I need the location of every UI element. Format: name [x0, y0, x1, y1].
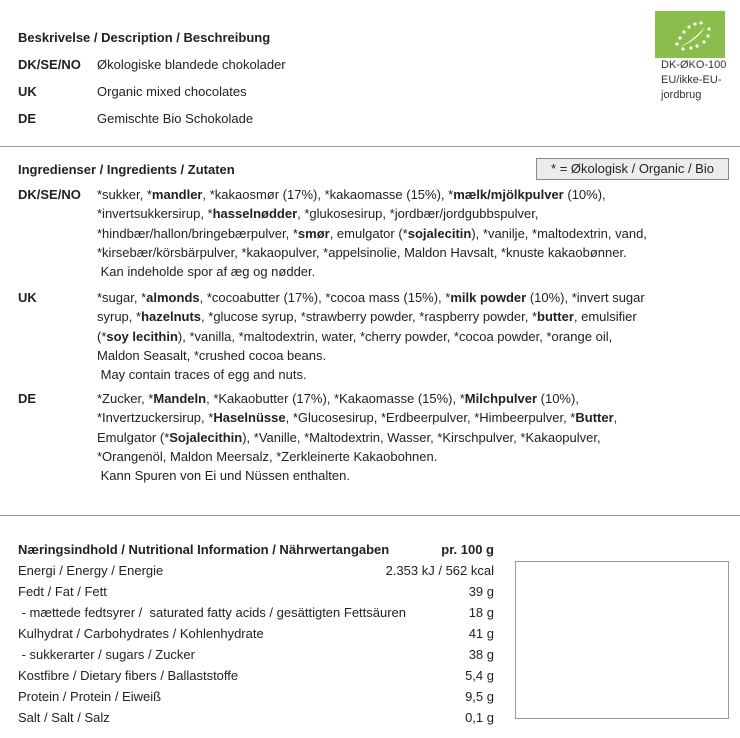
- ingredient-text: , emulsifier: [573, 309, 637, 325]
- nutrition-heading: Næringsindhold / Nutritional Information / Nährwertangaben: [18, 542, 390, 557]
- ingredient-text: *kirsebær/körsbärpulver, *kakaopulver, *appelsinolie, Maldon Havsalt, *knuste kakaobønner.: [97, 244, 627, 260]
- nutrition-value-energy: 2.353 kJ / 562 kcal: [385, 563, 494, 578]
- nutrition-value-sugars: 38 g: [468, 647, 494, 662]
- ingredients-text-uk: [97, 288, 645, 384]
- nutrition-label-energy: Energi / Energy / Energie: [18, 563, 164, 578]
- description-lang-dk: DK/SE/NO: [18, 57, 81, 72]
- ingredient-text: (10%),: [537, 391, 579, 406]
- ingredient-line: [97, 224, 647, 243]
- ingredient-line: [97, 447, 617, 466]
- allergen-text: Haselnüsse: [213, 410, 286, 426]
- label-placeholder-box: [515, 561, 729, 719]
- description-lang-uk: UK: [18, 84, 37, 99]
- allergen-text: soy lecithin: [106, 328, 178, 344]
- allergen-text: Sojalecithin: [169, 429, 243, 445]
- eu-organic-logo-icon: [655, 11, 725, 58]
- nutrition-value-fiber: 5,4 g: [465, 668, 494, 683]
- ingredients-text-de: [97, 389, 617, 485]
- allergen-text: hazelnuts: [141, 309, 202, 325]
- ingredient-line: [97, 408, 617, 427]
- nutrition-value-protein: 9,5 g: [465, 689, 494, 704]
- nutrition-label-protein: Protein / Protein / Eiweiß: [18, 689, 162, 704]
- ingredient-text: ), *Vanille, *Maltodextrin, Wasser, *Kirschpulver, *Kakaopulver,: [242, 429, 601, 445]
- ingredients-lang-de: DE: [18, 391, 37, 406]
- nutrition-per: pr. 100 g: [441, 542, 494, 557]
- ingredient-text: *sukker, *: [97, 187, 152, 202]
- ingredients-lang-uk: UK: [18, 290, 37, 305]
- description-text-dk: Økologiske blandede chokolader: [97, 57, 286, 72]
- ingredient-text: , *Kakaobutter (17%), *Kakaomasse (15%), *: [206, 391, 465, 406]
- ingredient-text: *invertsukkersirup, *: [97, 206, 213, 222]
- ingredient-text: *sugar, *: [97, 290, 147, 305]
- allergen-text: Butter: [575, 410, 614, 426]
- nutrition-value-fat: 39 g: [468, 584, 494, 599]
- nutrition-label-sugars: - sukkerarter / sugars / Zucker: [18, 647, 195, 662]
- ingredient-text: syrup, *: [97, 309, 142, 325]
- ingredient-text: (10%), *invert sugar: [526, 290, 645, 305]
- ingredient-line: [97, 466, 617, 485]
- ingredient-text: Kan indeholde spor af æg og nødder.: [97, 264, 316, 280]
- nutrition-value-saturated: 18 g: [468, 605, 494, 620]
- nutrition-value-carbs: 41 g: [468, 626, 494, 641]
- ingredient-text: Emulgator (*: [97, 429, 170, 445]
- ingredient-text: , *glucose syrup, *strawberry powder, *raspberry powder, *: [201, 309, 538, 325]
- allergen-text: smør: [297, 225, 330, 241]
- ingredient-text: *Zucker, *: [97, 391, 154, 406]
- allergen-text: almonds: [146, 290, 200, 305]
- allergen-text: Milchpulver: [464, 391, 538, 406]
- nutrition-value-salt: 0,1 g: [465, 710, 494, 725]
- ingredient-line: [97, 204, 647, 223]
- ingredient-text: ,: [613, 410, 618, 426]
- nutrition-label-fat: Fedt / Fat / Fett: [18, 584, 107, 599]
- divider: [0, 515, 740, 516]
- ingredient-line: [97, 365, 645, 384]
- ingredient-line: [97, 346, 645, 365]
- allergen-text: milk powder: [450, 290, 527, 305]
- ingredient-text: (*: [97, 328, 107, 344]
- nutrition-label-saturated: - mættede fedtsyrer / saturated fatty acids / gesättigten Fettsäuren: [18, 605, 407, 620]
- allergen-text: mælk/mjölkpulver: [453, 187, 564, 202]
- allergen-text: sojalecitin: [407, 225, 472, 241]
- cert-line-2: EU/ikke-EU-: [661, 74, 722, 86]
- description-heading: Beskrivelse / Description / Beschreibung: [18, 30, 271, 45]
- description-lang-de: DE: [18, 111, 37, 126]
- ingredient-text: *hindbær/hallon/bringebærpulver, *: [97, 225, 298, 241]
- ingredient-line: [97, 307, 645, 326]
- ingredient-text: , *kakaosmør (17%), *kakaomasse (15%), *: [202, 187, 454, 202]
- ingredient-text: May contain traces of egg and nuts.: [97, 367, 307, 383]
- ingredient-text: ), *vanilla, *maltodextrin, water, *cherry powder, *cocoa powder, *orange oil,: [177, 328, 613, 344]
- ingredient-text: (10%),: [563, 187, 606, 202]
- ingredient-text: Kann Spuren von Ei und Nüssen enthalten.: [97, 468, 350, 484]
- ingredient-line: [97, 262, 647, 281]
- allergen-text: hasselnødder: [212, 206, 298, 222]
- ingredient-text: , emulgator (*: [329, 225, 408, 241]
- ingredient-text: , *glukosesirup, *jordbær/jordgubbspulver,: [297, 206, 539, 222]
- ingredient-line: [97, 288, 645, 307]
- nutrition-label-salt: Salt / Salt / Salz: [18, 710, 110, 725]
- ingredient-text: Maldon Seasalt, *crushed cocoa beans.: [97, 347, 327, 363]
- ingredient-line: [97, 428, 617, 447]
- allergen-text: butter: [537, 309, 574, 325]
- description-text-uk: Organic mixed chocolates: [97, 84, 247, 99]
- ingredient-text: *Orangenöl, Maldon Meersalz, *Zerkleinerte Kakaobohnen.: [97, 448, 438, 464]
- ingredient-line: [97, 243, 647, 262]
- description-text-de: Gemischte Bio Schokolade: [97, 111, 254, 126]
- ingredient-line: [97, 185, 647, 204]
- ingredient-line: [97, 389, 617, 408]
- allergen-text: Mandeln: [153, 391, 207, 406]
- certification-code: [661, 58, 726, 103]
- ingredient-text: *Invertzuckersirup, *: [97, 410, 214, 426]
- ingredient-text: , *Glucosesirup, *Erdbeerpulver, *Himbeerpulver, *: [285, 410, 576, 426]
- cert-line-3: jordbrug: [661, 89, 702, 101]
- ingredients-text-dk: [97, 185, 647, 281]
- ingredient-line: [97, 327, 645, 346]
- organic-note-badge: * = Økologisk / Organic / Bio: [536, 158, 729, 180]
- divider: [0, 146, 740, 147]
- allergen-text: mandler: [151, 187, 203, 202]
- ingredient-text: ), *vanilje, *maltodextrin, vand,: [471, 225, 647, 241]
- ingredients-heading: Ingredienser / Ingredients / Zutaten: [18, 162, 235, 177]
- nutrition-label-carbs: Kulhydrat / Carbohydrates / Kohlenhydrate: [18, 626, 264, 641]
- ingredient-text: , *cocoabutter (17%), *cocoa mass (15%), *: [199, 290, 451, 305]
- nutrition-label-fiber: Kostfibre / Dietary fibers / Ballaststoffe: [18, 668, 239, 683]
- cert-line-1: DK-ØKO-100: [661, 59, 727, 71]
- ingredients-lang-dk: DK/SE/NO: [18, 187, 81, 202]
